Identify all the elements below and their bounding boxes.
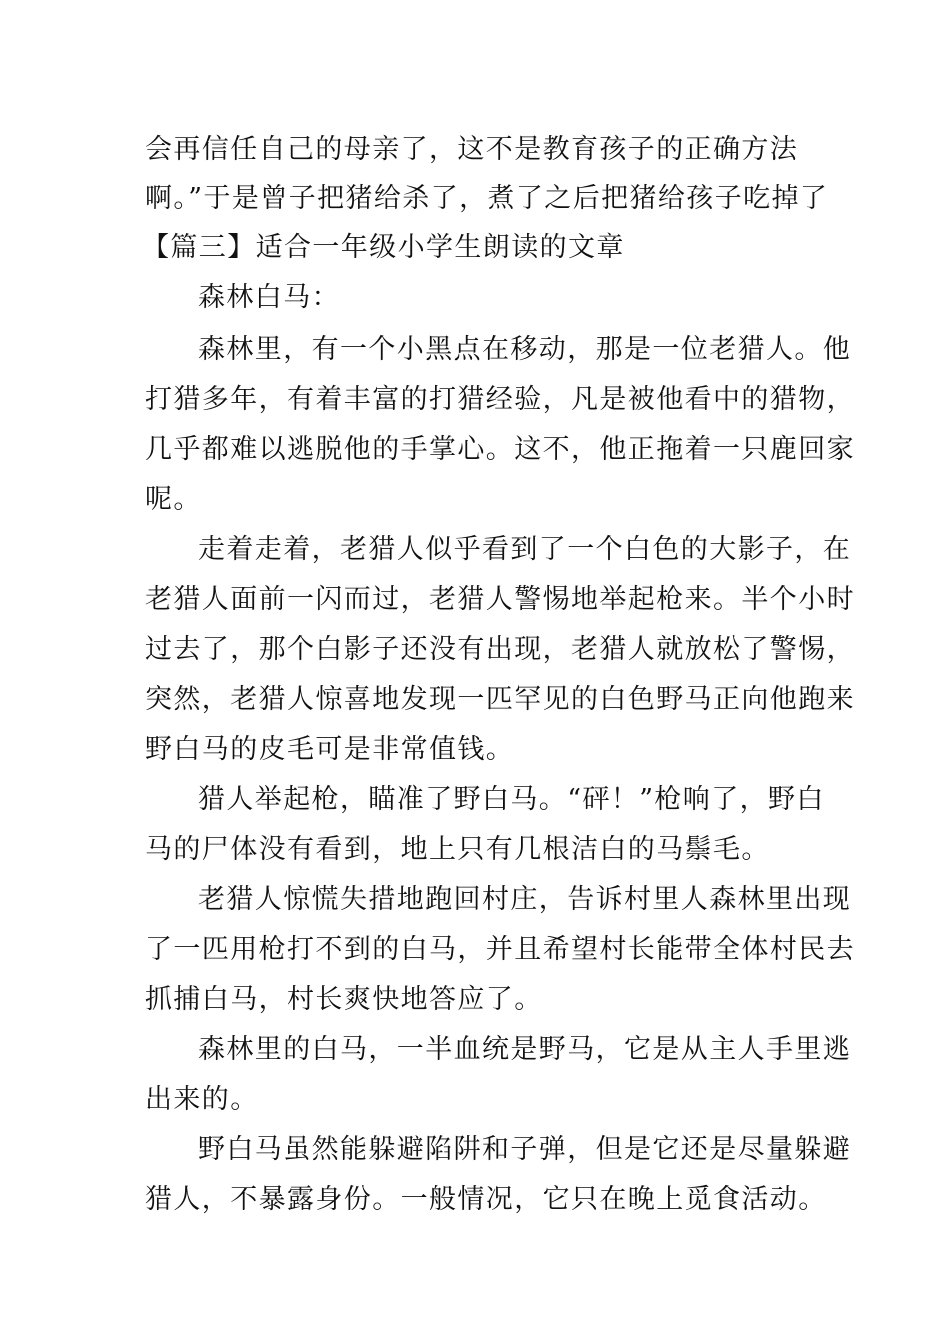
article-title: 森林白马： xyxy=(198,282,340,313)
text-line: 猎人，不暴露身份。一般情况，它只在晚上觅食活动。 xyxy=(145,1184,827,1215)
text-line: 突然，老猎人惊喜地发现一匹罕见的白色野马正向他跑来 xyxy=(145,684,855,715)
text-line: 马的尸体没有看到，地上只有几根洁白的马鬃毛。 xyxy=(145,834,770,865)
text-line: 出来的。 xyxy=(145,1084,259,1115)
text-line: 打猎多年，有着丰富的打猎经验，凡是被他看中的猎物， xyxy=(145,384,855,415)
text-line: 过去了，那个白影子还没有出现，老猎人就放松了警惕， xyxy=(145,634,855,665)
text-line: 森林里，有一个小黑点在移动，那是一位老猎人。他 xyxy=(198,334,852,365)
text-line: 老猎人惊慌失措地跑回村庄，告诉村里人森林里出现 xyxy=(198,884,852,915)
text-line: 森林里的白马，一半血统是野马，它是从主人手里逃 xyxy=(198,1034,852,1065)
text-line: 啊。”于是曾子把猪给杀了，煮了之后把猪给孩子吃掉了 xyxy=(145,183,829,214)
text-line: 抓捕白马，村长爽快地答应了。 xyxy=(145,984,543,1015)
text-line: 野白马的皮毛可是非常值钱。 xyxy=(145,734,515,765)
text-line: 老猎人面前一闪而过，老猎人警惕地举起枪来。半个小时 xyxy=(145,584,855,615)
text-line: 了一匹用枪打不到的白马，并且希望村长能带全体村民去 xyxy=(145,934,855,965)
text-line: 猎人举起枪，瞄准了野白马。“砰！”枪响了，野白 xyxy=(198,784,825,815)
text-line: 呢。 xyxy=(145,484,202,515)
text-line: 野白马虽然能躲避陷阱和子弹，但是它还是尽量躲避 xyxy=(198,1134,852,1165)
section-heading: 【篇三】适合一年级小学生朗读的文章 xyxy=(142,232,625,263)
text-line: 会再信任自己的母亲了，这不是教育孩子的正确方法 xyxy=(145,134,799,165)
text-line: 几乎都难以逃脱他的手掌心。这不，他正拖着一只鹿回家 xyxy=(145,434,855,465)
text-line: 走着走着，老猎人似乎看到了一个白色的大影子，在 xyxy=(198,534,852,565)
